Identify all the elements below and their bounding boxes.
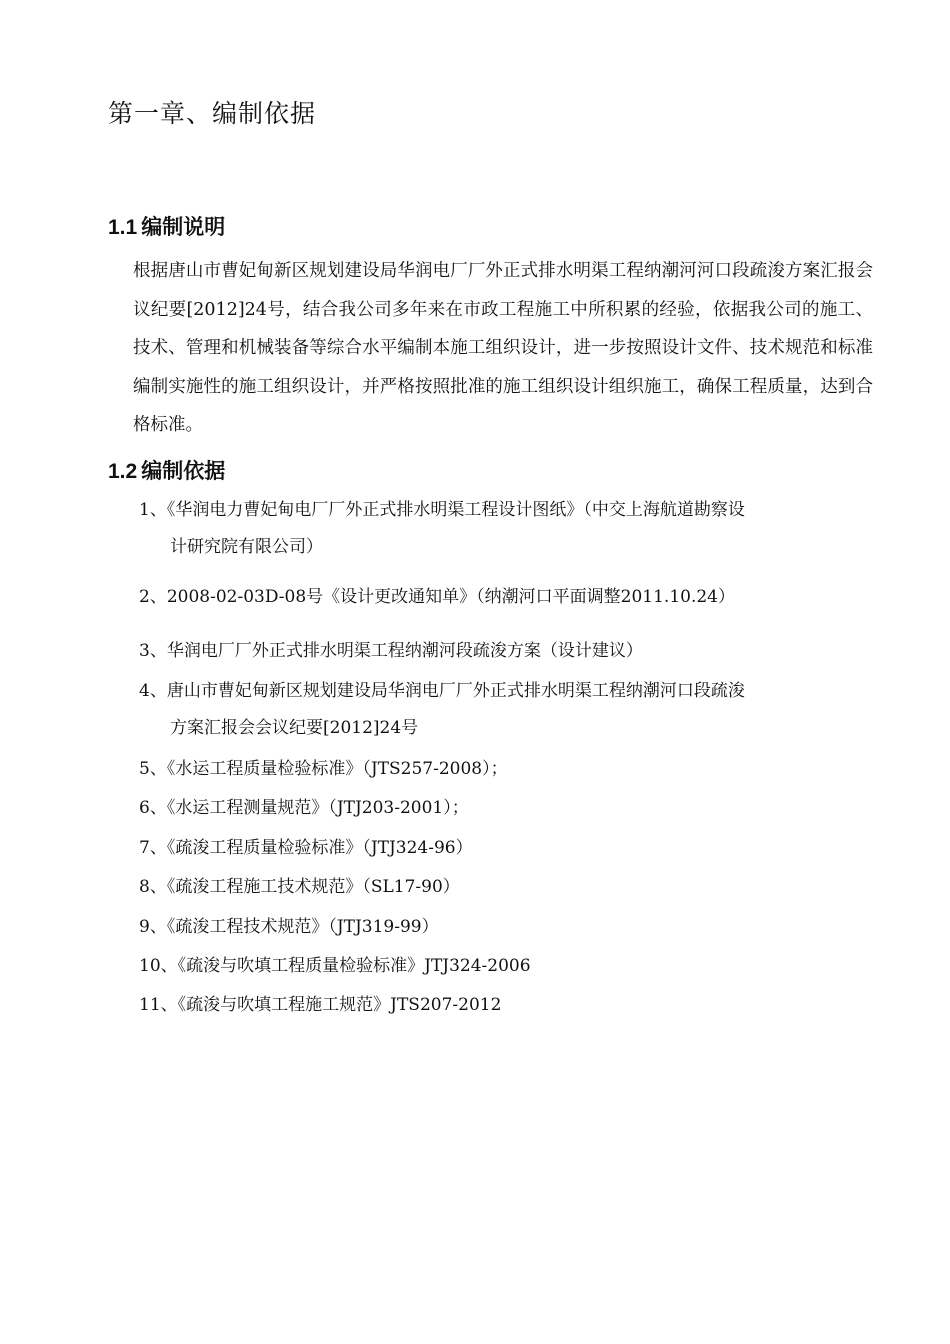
reference-number: 10、 [139, 956, 178, 976]
reference-item-10 [139, 948, 531, 985]
reference-text: 《水运工程测量规范》（JTJ203-2001）； [166, 798, 469, 818]
reference-text: 唐山市曹妃甸新区规划建设局华润电厂厂外正式排水明渠工程纳潮河口段疏浚 [166, 681, 745, 701]
reference-number: 6、 [139, 798, 167, 818]
reference-text: 2008-02-03D-08号《设计更改通知单》（纳潮河口平面调整2011.10.24） [166, 587, 735, 607]
reference-item-3 [139, 633, 643, 670]
reference-number: 3、 [139, 641, 167, 661]
reference-number: 5、 [139, 759, 167, 779]
section-heading-1-2 [108, 455, 225, 485]
reference-text: 《疏浚与吹填工程质量检验标准》JTJ324-2006 [177, 956, 531, 976]
reference-item-6 [139, 790, 469, 827]
reference-text: 华润电厂厂外正式排水明渠工程纳潮河段疏浚方案（设计建议） [166, 641, 643, 661]
reference-item-2 [139, 579, 735, 616]
section-1-1-paragraph: 根据唐山市曹妃甸新区规划建设局华润电厂厂外正式排水明渠工程纳潮河河口段疏浚方案汇报会议纪要[2012]24号，结合我公司多年来在市政工程施工中所积累的经验，依据我公司的施工、技术、管理和机械装备等综合水平编制本施工组织设计，进一步按照设计文件、技术规范和标准编制实施性的施工组织设计，并严格按照批准的施工组织设计组织施工，确保工程质量，达到合格标准。 [133, 261, 873, 435]
section-title: 编制依据 [141, 459, 226, 483]
reference-number: 11、 [139, 995, 178, 1015]
section-heading-1-1 [108, 211, 225, 241]
reference-number: 7、 [139, 838, 167, 858]
section-number: 1.1 [108, 216, 138, 239]
reference-text: 《疏浚工程施工技术规范》（SL17-90） [166, 877, 460, 897]
reference-item-11 [139, 987, 501, 1024]
reference-text: 《疏浚工程质量检验标准》（JTJ324-96） [166, 838, 473, 858]
section-number: 1.2 [108, 460, 138, 483]
reference-number: 2、 [139, 587, 167, 607]
reference-item-1 [139, 492, 745, 557]
reference-number: 9、 [139, 917, 167, 937]
reference-item-7 [139, 830, 473, 867]
reference-text: 《水运工程质量检验标准》（JTS257-2008）； [166, 759, 508, 779]
reference-number: 1、 [139, 500, 167, 520]
section-title: 编制说明 [141, 215, 226, 239]
reference-text: 《疏浚工程技术规范》（JTJ319-99） [166, 917, 439, 937]
reference-text-continued: 方案汇报会会议纪要[2012]24号 [170, 718, 419, 738]
reference-item-4 [139, 673, 745, 738]
reference-number: 4、 [139, 681, 167, 701]
reference-item-8 [139, 869, 460, 906]
reference-text: 《华润电力曹妃甸电厂厂外正式排水明渠工程设计图纸》（中交上海航道勘察设 [166, 500, 745, 520]
chapter-title: 第一章、编制依据 [108, 99, 317, 128]
reference-item-5 [139, 751, 508, 788]
reference-item-9 [139, 909, 439, 946]
reference-text-continued: 计研究院有限公司） [170, 537, 323, 557]
reference-number: 8、 [139, 877, 167, 897]
reference-text: 《疏浚与吹填工程施工规范》JTS207-2012 [177, 995, 502, 1015]
